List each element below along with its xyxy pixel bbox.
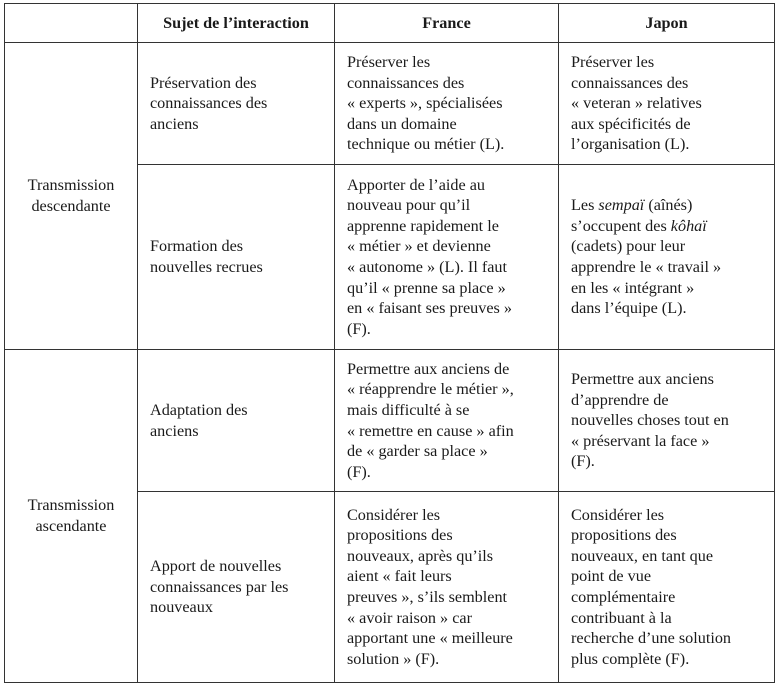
- group-label: Transmission ascendante: [27, 496, 115, 535]
- group-label: Transmission descendante: [27, 176, 115, 215]
- japon-cell: [559, 165, 775, 350]
- japon-text: [571, 195, 766, 319]
- subject-label: Adaptation des anciens: [150, 400, 248, 440]
- france-text: Préserver les connaissances des « experts », spécialisées dans un domaine technique ou métier (L).: [347, 53, 505, 154]
- japon-text-post: (cadets) pour leur apprendre le « travail » en les « intégrant » dans l’équipe (L).: [571, 237, 722, 318]
- japon-text-pre: Les: [571, 196, 599, 215]
- subject-cell: [138, 350, 335, 492]
- subject-label: Préservation des connaissances des anciens: [150, 73, 268, 133]
- japon-text: Considérer les propositions des nouveaux, en tant que point de vue complémentaire contribuant à la recherche d’une solution plus complète (F).: [571, 505, 732, 668]
- subject-label: Formation des nouvelles recrues: [150, 237, 263, 276]
- japon-term-sempai: sempaï: [598, 196, 645, 215]
- france-cell: [335, 165, 559, 350]
- group-cell-ascendante: [5, 350, 138, 683]
- france-text: Considérer les propositions des nouveaux, après qu’ils aient « fait leurs preuves », s’ils semblent « avoir raison » car apportant une « meilleure solution » (F).: [347, 505, 513, 668]
- japon-cell: [559, 492, 775, 683]
- header-subject: Sujet de l’interaction: [138, 4, 335, 43]
- france-text: Apporter de l’aide au nouveau pour qu’il apprenne rapidement le « métier » et devienne « autonome » (L). Il faut qu’il « prenne sa place » en « faisant ses preuves » (F).: [347, 175, 512, 338]
- header-empty-cell: [5, 4, 138, 43]
- japon-term-kohai: kôhaï: [670, 216, 707, 235]
- header-france: France: [335, 4, 559, 43]
- japon-text-mid: (aînés) s’occupent des: [571, 196, 693, 235]
- subject-label: Apport de nouvelles connaissances par les nouveaux: [150, 557, 289, 617]
- header-row: [5, 4, 775, 43]
- japon-text: Préserver les connaissances des « veteran » relatives aux spécificités de l’organisation (L).: [571, 53, 702, 154]
- subject-cell: [138, 165, 335, 350]
- header-japon: Japon: [559, 4, 775, 43]
- table-row: [5, 43, 775, 165]
- france-cell: [335, 350, 559, 492]
- group-cell-descendante: [5, 43, 138, 350]
- japon-cell: [559, 43, 775, 165]
- table-row: [5, 350, 775, 492]
- japon-cell: [559, 350, 775, 492]
- subject-cell: [138, 492, 335, 683]
- france-cell: [335, 43, 559, 165]
- comparison-table: [4, 3, 775, 683]
- france-cell: [335, 492, 559, 683]
- subject-cell: [138, 43, 335, 165]
- japon-text: Permettre aux anciens d’apprendre de nouvelles choses tout en « préservant la face » (F).: [571, 370, 729, 471]
- france-text: Permettre aux anciens de « réapprendre le métier », mais difficulté à se « remettre en cause » afin de « garder sa place » (F).: [347, 359, 514, 481]
